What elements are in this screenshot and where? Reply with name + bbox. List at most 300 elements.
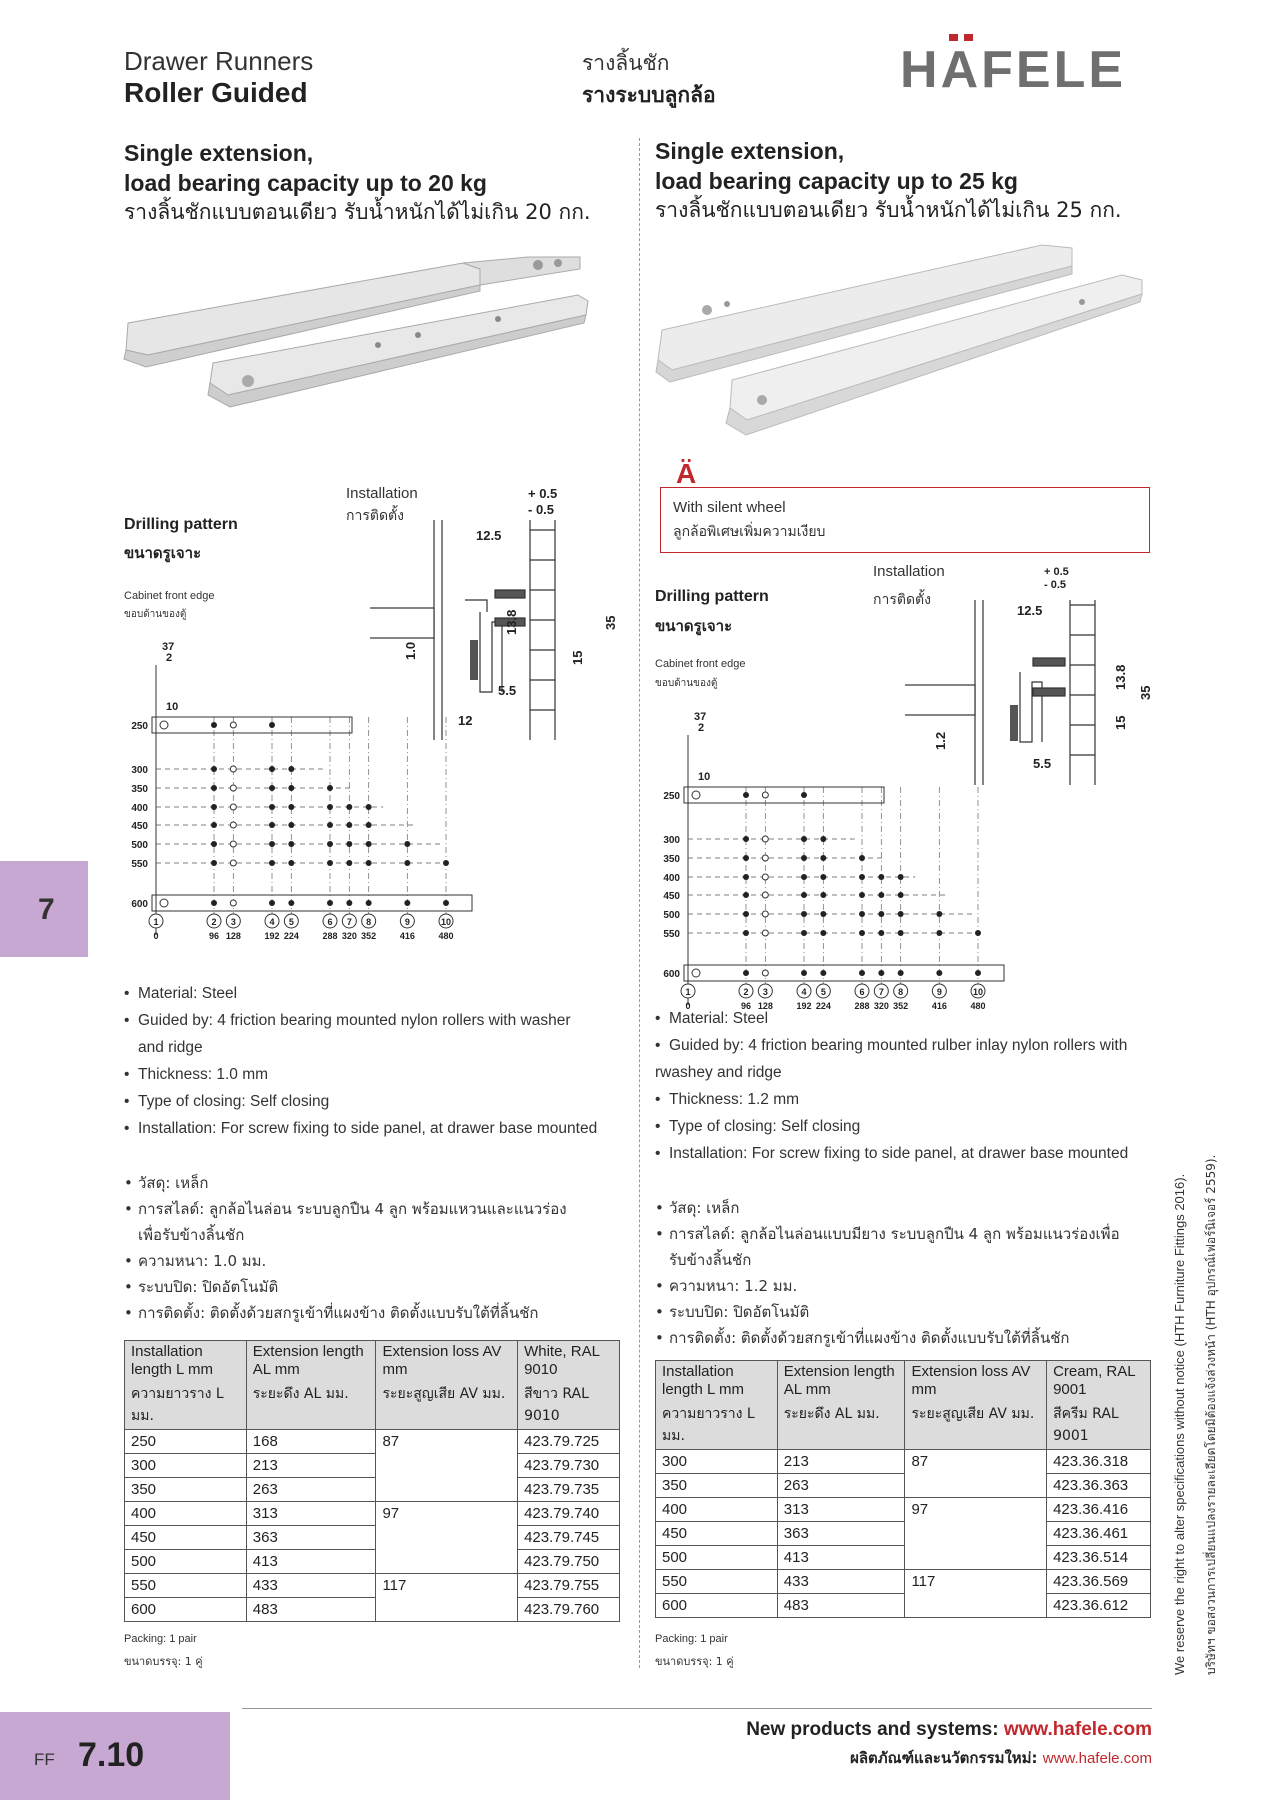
left-bullet-th-thickness: • ความหนา: 1.0 มม. <box>124 1248 634 1274</box>
hole-marker <box>269 722 275 728</box>
right-bullet-installation: • Installation: For screw fixing to side panel, at drawer base mounted <box>655 1140 1175 1167</box>
loss-cell: 97 <box>376 1502 518 1526</box>
left-bullets-th <box>124 1170 634 1326</box>
hole-position: 96 <box>208 931 220 940</box>
left-bullet-guided: • Guided by: 4 friction bearing mounted nylon rollers with washer <box>124 1007 634 1034</box>
hole-number: 10 <box>972 987 984 997</box>
hole-marker <box>820 892 826 898</box>
dim-left-35: 35 <box>603 615 618 630</box>
left-bullet-closing: • Type of closing: Self closing <box>124 1088 634 1115</box>
footer-link-en[interactable]: www.hafele.com <box>1003 1719 1152 1740</box>
right-heading-line2: load bearing capacity up to 25 kg <box>655 168 1018 194</box>
hole-marker <box>820 855 826 861</box>
hole-marker <box>859 892 865 898</box>
hole-marker <box>366 822 372 828</box>
hole-marker <box>936 970 942 976</box>
left-heading-line2: load bearing capacity up to 20 kg <box>124 170 487 196</box>
hole-marker <box>443 900 449 906</box>
hole-position: 480 <box>438 931 454 940</box>
article-cell: 423.36.363 <box>1047 1474 1151 1498</box>
header-en: Extension length AL mm <box>252 1343 364 1378</box>
hole-number: 1 <box>685 987 691 997</box>
hole-position: 320 <box>873 1001 889 1010</box>
hole-number: 7 <box>878 987 884 997</box>
table-header-cell <box>376 1341 518 1430</box>
loss-cell <box>905 1522 1047 1546</box>
length-cell: 400 <box>656 1498 778 1522</box>
hole-number: 1 <box>153 917 159 927</box>
hole-marker <box>936 911 942 917</box>
hole-marker <box>898 930 904 936</box>
loss-cell: 87 <box>376 1430 518 1454</box>
hole-position: 224 <box>815 1001 831 1010</box>
right-bullets-en <box>655 1005 1175 1167</box>
logo-text-a: A <box>940 41 982 99</box>
extension-cell: 213 <box>777 1450 905 1474</box>
hole-marker-open <box>230 900 236 906</box>
header-en: Cream, RAL 9001 <box>1053 1363 1136 1398</box>
left-bullet-installation: • Installation: For screw fixing to side panel, at drawer base mounted <box>124 1115 634 1142</box>
dim-right-13-8: 13.8 <box>1113 664 1128 690</box>
left-tolerance <box>528 486 557 518</box>
page-number-box <box>0 1712 230 1800</box>
left-bullet-material: • Material: Steel <box>124 980 634 1007</box>
hole-marker <box>743 855 749 861</box>
length-cell: 250 <box>125 1430 247 1454</box>
header-en: Installation length L mm <box>131 1343 213 1378</box>
page-prefix: FF <box>34 1750 55 1769</box>
loss-cell <box>376 1478 518 1502</box>
hole-marker <box>269 804 275 810</box>
hole-marker <box>898 874 904 880</box>
hole-position: 0 <box>153 931 159 940</box>
hole-marker <box>346 841 352 847</box>
table-header-cell <box>1047 1361 1151 1450</box>
footer-link-th[interactable]: www.hafele.com <box>1042 1750 1152 1767</box>
right-packing-thai: ขนาดบรรจุ: 1 คู่ <box>655 1655 734 1668</box>
hole-marker <box>820 836 826 842</box>
right-tolerance <box>1044 566 1069 592</box>
runner-outline <box>152 895 472 911</box>
right-spec-table <box>655 1360 1151 1618</box>
extension-cell: 363 <box>777 1522 905 1546</box>
grid-row-label: 500 <box>131 840 148 851</box>
length-cell: 500 <box>656 1546 778 1570</box>
section-subtitle-thai: รางระบบลูกล้อ <box>582 83 716 107</box>
hole-marker <box>743 836 749 842</box>
article-cell: 423.36.514 <box>1047 1546 1151 1570</box>
hole-marker <box>820 911 826 917</box>
hole-marker <box>743 892 749 898</box>
hole-position: 288 <box>322 931 338 940</box>
logo-umlaut-icon <box>947 34 975 42</box>
right-installation-label: Installation <box>873 563 945 580</box>
table-row <box>656 1522 1151 1546</box>
right-bullets-th <box>655 1195 1175 1351</box>
article-cell: 423.36.416 <box>1047 1498 1151 1522</box>
extension-cell: 483 <box>246 1598 376 1622</box>
right-drilling-grid <box>650 705 1062 1010</box>
hole-position: 192 <box>264 931 280 940</box>
extension-cell: 313 <box>246 1502 376 1526</box>
hole-marker <box>743 930 749 936</box>
right-packing: Packing: 1 pair <box>655 1633 728 1645</box>
header-th: ระยะดึง AL มม. <box>252 1386 349 1402</box>
hole-marker <box>211 860 217 866</box>
hole-marker <box>898 911 904 917</box>
hole-number: 7 <box>346 917 352 927</box>
hole-number: 8 <box>366 917 372 927</box>
hole-marker <box>288 860 294 866</box>
loss-cell <box>905 1474 1047 1498</box>
footer-line2 <box>850 1746 1152 1770</box>
left-drilling-grid <box>118 635 530 940</box>
hole-position: 480 <box>970 1001 986 1010</box>
dim-left-12-5: 12.5 <box>476 528 502 543</box>
right-bullet-thickness: • Thickness: 1.2 mm <box>655 1086 1175 1113</box>
hole-marker <box>211 785 217 791</box>
dim-left-5-5: 5.5 <box>498 683 517 698</box>
hole-marker <box>801 836 807 842</box>
hole-marker <box>936 930 942 936</box>
table-header-cell <box>656 1361 778 1450</box>
left-product-image <box>118 255 588 415</box>
table-header-cell <box>905 1361 1047 1450</box>
hole-marker <box>820 970 826 976</box>
right-heading <box>655 136 1175 224</box>
right-bullet-th-guided: • การสไลด์: ลูกล้อไนล่อนแบบมียาง ระบบลูกปืน 4 ลูก พร้อมแนวร่องเพื่อ <box>655 1221 1175 1247</box>
section-title: Drawer Runners <box>124 46 314 76</box>
right-bullet-th-installation: • การติดตั้ง: ติดตั้งด้วยสกรูเข้าที่แผงข้าง ติดตั้งแบบรับใต้ที่ลิ้นชัก <box>655 1325 1175 1351</box>
logo-text-fele: FELE <box>981 41 1127 99</box>
hole-number: 9 <box>936 987 942 997</box>
table-row <box>656 1546 1151 1570</box>
hole-marker <box>801 930 807 936</box>
page-number: 7.10 <box>78 1736 145 1774</box>
dim-right-12-5: 12.5 <box>1017 603 1043 618</box>
grid-row-label: 250 <box>663 791 680 802</box>
hole-marker-open <box>762 911 768 917</box>
hole-marker <box>346 822 352 828</box>
grid-row-label: 500 <box>663 910 680 921</box>
hole-marker <box>211 766 217 772</box>
hole-marker-open <box>762 930 768 936</box>
runner-hole <box>692 791 700 799</box>
left-bullet-thickness: • Thickness: 1.0 mm <box>124 1061 634 1088</box>
left-heading-line1: Single extension, <box>124 140 314 166</box>
hole-marker-open <box>230 860 236 866</box>
hole-marker <box>327 841 333 847</box>
hole-marker <box>327 860 333 866</box>
right-heading-thai: รางลิ้นชักแบบตอนเดียว รับน้ำหนักได้ไม่เกิน 25 กก. <box>655 198 1122 222</box>
left-bullet-th-guided-cont: เพื่อรับข้างลิ้นชัก <box>138 1226 245 1244</box>
hole-number: 10 <box>440 917 452 927</box>
extension-cell: 433 <box>777 1570 905 1594</box>
grid-row-label: 400 <box>663 873 680 884</box>
column-divider <box>639 138 640 1668</box>
section-subtitle: Roller Guided <box>124 77 308 108</box>
footer-line1 <box>746 1719 1152 1741</box>
right-bullet-material: • Material: Steel <box>655 1005 1175 1032</box>
article-cell: 423.79.755 <box>518 1574 620 1598</box>
right-cabinet-edge-thai: ขอบด้านของตู้ <box>655 678 718 689</box>
tolerance-plus: + 0.5 <box>528 486 558 501</box>
length-cell: 450 <box>125 1526 247 1550</box>
dim-right-37: 37 <box>694 711 707 723</box>
footer-line2-label: ผลิตภัณฑ์และนวัตกรรมใหม่: <box>850 1749 1043 1767</box>
extension-cell: 433 <box>246 1574 376 1598</box>
article-cell: 423.36.612 <box>1047 1594 1151 1618</box>
table-row <box>656 1498 1151 1522</box>
left-bullet-guided-cont: and ridge <box>138 1039 203 1056</box>
silent-wheel-box <box>660 487 1150 553</box>
hole-position: 352 <box>361 931 377 940</box>
hole-position: 288 <box>854 1001 870 1010</box>
table-row <box>125 1502 620 1526</box>
hole-marker <box>288 785 294 791</box>
dim-left-37: 37 <box>162 641 175 653</box>
extension-cell: 313 <box>777 1498 905 1522</box>
loss-cell <box>376 1526 518 1550</box>
right-bullet-th-thickness: • ความหนา: 1.2 มม. <box>655 1273 1175 1299</box>
grid-row-label: 350 <box>663 854 680 865</box>
loss-cell: 87 <box>905 1450 1047 1474</box>
loss-cell <box>376 1550 518 1574</box>
hole-marker <box>327 785 333 791</box>
runner-hole <box>160 721 168 729</box>
hole-position: 416 <box>931 1001 947 1010</box>
loss-cell <box>376 1598 518 1622</box>
table-row <box>656 1594 1151 1618</box>
hole-marker <box>211 804 217 810</box>
right-bullet-guided: • Guided by: 4 friction bearing mounted rulber inlay nylon rollers with <box>655 1032 1175 1059</box>
length-cell: 300 <box>125 1454 247 1478</box>
right-bullet-th-closing: • ระบบปิด: ปิดอัตโนมัติ <box>655 1299 1175 1325</box>
article-cell: 423.79.760 <box>518 1598 620 1622</box>
hole-marker <box>327 900 333 906</box>
hole-position: 224 <box>283 931 299 940</box>
article-cell: 423.36.569 <box>1047 1570 1151 1594</box>
grid-row-label: 250 <box>131 721 148 732</box>
hole-marker <box>269 785 275 791</box>
hole-marker <box>878 970 884 976</box>
hole-marker <box>288 766 294 772</box>
hole-marker <box>859 911 865 917</box>
hole-marker <box>366 860 372 866</box>
hole-marker <box>288 804 294 810</box>
loss-cell <box>905 1594 1047 1618</box>
hole-marker <box>878 892 884 898</box>
header-en: Installation length L mm <box>662 1363 744 1398</box>
hole-marker-open <box>230 722 236 728</box>
hole-marker <box>404 860 410 866</box>
hole-position: 416 <box>399 931 415 940</box>
hole-marker-open <box>230 841 236 847</box>
hole-marker <box>743 911 749 917</box>
right-bullet-th-material: • วัสดุ: เหล็ก <box>655 1195 1175 1221</box>
right-product-image <box>652 240 1152 450</box>
loss-cell: 117 <box>376 1574 518 1598</box>
left-cabinet-edge-thai: ขอบด้านของตู้ <box>124 609 187 620</box>
hole-marker-open <box>762 855 768 861</box>
hole-marker <box>404 841 410 847</box>
table-header-cell <box>777 1361 905 1450</box>
length-cell: 350 <box>656 1474 778 1498</box>
right-installation-thai: การติดตั้ง <box>873 592 931 608</box>
hole-position: 320 <box>341 931 357 940</box>
extension-cell: 413 <box>246 1550 376 1574</box>
article-cell: 423.79.750 <box>518 1550 620 1574</box>
dim-left-10: 10 <box>166 701 179 713</box>
hole-marker <box>346 900 352 906</box>
silent-wheel-th: ลูกล้อพิเศษเพิ่มความเงียบ <box>673 524 826 540</box>
left-installation-label: Installation <box>346 485 418 502</box>
hole-marker <box>801 792 807 798</box>
table-row <box>125 1454 620 1478</box>
section-title-thai: รางลิ้นชัก <box>582 51 670 75</box>
header-th: ระยะสูญเสีย AV มม. <box>382 1386 506 1402</box>
length-cell: 350 <box>125 1478 247 1502</box>
hole-marker-open <box>230 766 236 772</box>
grid-row-label: 550 <box>131 859 148 870</box>
hafele-logo <box>900 41 1127 99</box>
grid-row-label: 350 <box>131 784 148 795</box>
hole-marker-open <box>762 836 768 842</box>
hole-marker <box>801 874 807 880</box>
table-header-cell <box>518 1341 620 1430</box>
extension-cell: 483 <box>777 1594 905 1618</box>
article-cell: 423.79.740 <box>518 1502 620 1526</box>
hole-number: 3 <box>762 987 768 997</box>
grid-row-label: 600 <box>131 899 148 910</box>
left-bullets-en <box>124 980 634 1142</box>
footer-divider <box>242 1708 1152 1709</box>
right-bullet-closing: • Type of closing: Self closing <box>655 1113 1175 1140</box>
dim-right-2: 2 <box>698 722 705 734</box>
right-bullet-th-guided-cont: รับข้างลิ้นชัก <box>669 1251 752 1269</box>
table-row <box>125 1526 620 1550</box>
length-cell: 400 <box>125 1502 247 1526</box>
grid-row-label: 450 <box>663 891 680 902</box>
hole-marker <box>288 822 294 828</box>
left-bullet-th-installation: • การติดตั้ง: ติดตั้งด้วยสกรูเข้าที่แผงข้าง ติดตั้งแบบรับใต้ที่ลิ้นชัก <box>124 1300 634 1326</box>
length-cell: 450 <box>656 1522 778 1546</box>
chapter-tab <box>0 861 88 957</box>
dim-right-1-2: 1.2 <box>933 731 948 750</box>
header-en: White, RAL 9010 <box>524 1343 600 1378</box>
dim-left-15: 15 <box>570 650 585 665</box>
loss-cell <box>905 1546 1047 1570</box>
table-header-cell <box>246 1341 376 1430</box>
dim-right-10: 10 <box>698 771 711 783</box>
left-bullet-th-guided: • การสไลด์: ลูกล้อไนล่อน ระบบลูกปืน 4 ลูก พร้อมแหวนและแนวร่อง <box>124 1196 634 1222</box>
left-drilling-thai: ขนาดรูเจาะ <box>124 544 202 562</box>
extension-cell: 413 <box>777 1546 905 1570</box>
hole-marker <box>801 855 807 861</box>
hole-marker <box>327 804 333 810</box>
hole-marker <box>975 970 981 976</box>
dim-left-13-8: 13.8 <box>504 609 519 635</box>
hole-marker <box>898 970 904 976</box>
dim-right-15: 15 <box>1113 715 1128 730</box>
hole-number: 4 <box>269 917 275 927</box>
hole-position: 96 <box>740 1001 752 1010</box>
extension-cell: 263 <box>777 1474 905 1498</box>
length-cell: 550 <box>125 1574 247 1598</box>
hole-marker <box>269 860 275 866</box>
extension-cell: 363 <box>246 1526 376 1550</box>
runner-hole <box>160 899 168 907</box>
header-en: Extension loss AV mm <box>911 1363 1031 1398</box>
notice-en: We reserve the right to alter specifications without notice (HTH Furniture Fittings 2016). <box>1172 1173 1187 1675</box>
hole-marker-open <box>762 892 768 898</box>
hole-marker <box>801 892 807 898</box>
length-cell: 600 <box>656 1594 778 1618</box>
hole-marker <box>288 841 294 847</box>
left-bullet-th-closing: • ระบบปิด: ปิดอัตโนมัติ <box>124 1274 634 1300</box>
silent-wheel-logo: Ä <box>676 458 697 489</box>
notice-th: บริษัทฯ ขอสงวนการเปลี่ยนแปลงรายละเอียดโดยมิต้องแจ้งล่วงหน้า (HTH อุปกรณ์เฟอร์นิเจอร์ 2559). <box>1204 1154 1218 1675</box>
tolerance-minus: - 0.5 <box>528 502 555 517</box>
left-packing-thai: ขนาดบรรจุ: 1 คู่ <box>124 1655 203 1668</box>
hole-marker <box>975 930 981 936</box>
grid-row-label: 400 <box>131 803 148 814</box>
hole-marker <box>346 804 352 810</box>
grid-row-label: 550 <box>663 929 680 940</box>
hole-marker <box>801 911 807 917</box>
hole-marker <box>878 911 884 917</box>
hole-position: 352 <box>893 1001 909 1010</box>
footer-line1-label: New products and systems: <box>746 1719 1004 1740</box>
hole-marker-open <box>762 970 768 976</box>
header-en: Extension length AL mm <box>783 1363 895 1398</box>
table-header-row <box>656 1361 1151 1450</box>
header-th: ระยะสูญเสีย AV มม. <box>911 1406 1035 1422</box>
runner-outline <box>684 787 884 803</box>
chapter-number: 7 <box>38 893 55 926</box>
hole-marker <box>820 874 826 880</box>
grid-row-label: 300 <box>131 765 148 776</box>
hole-number: 2 <box>743 987 749 997</box>
hole-number: 9 <box>404 917 410 927</box>
dim-right-5-5: 5.5 <box>1033 756 1052 771</box>
table-row <box>125 1550 620 1574</box>
hole-number: 2 <box>211 917 217 927</box>
hole-marker <box>211 900 217 906</box>
hole-position: 0 <box>685 1001 691 1010</box>
hole-marker <box>269 766 275 772</box>
hole-marker-open <box>230 804 236 810</box>
article-cell: 423.36.318 <box>1047 1450 1151 1474</box>
hole-number: 5 <box>288 917 294 927</box>
hole-position: 128 <box>225 931 241 940</box>
hole-marker <box>269 900 275 906</box>
hole-marker-open <box>230 822 236 828</box>
hole-marker <box>288 900 294 906</box>
article-cell: 423.36.461 <box>1047 1522 1151 1546</box>
grid-row-label: 600 <box>663 969 680 980</box>
hole-marker <box>366 804 372 810</box>
hole-marker <box>211 841 217 847</box>
left-packing: Packing: 1 pair <box>124 1633 197 1645</box>
dim-right-35: 35 <box>1138 685 1153 700</box>
grid-row-label: 300 <box>663 835 680 846</box>
hole-marker <box>327 822 333 828</box>
header-th: ความยาวราง L มม. <box>662 1406 755 1444</box>
hole-marker <box>211 822 217 828</box>
length-cell: 600 <box>125 1598 247 1622</box>
length-cell: 300 <box>656 1450 778 1474</box>
